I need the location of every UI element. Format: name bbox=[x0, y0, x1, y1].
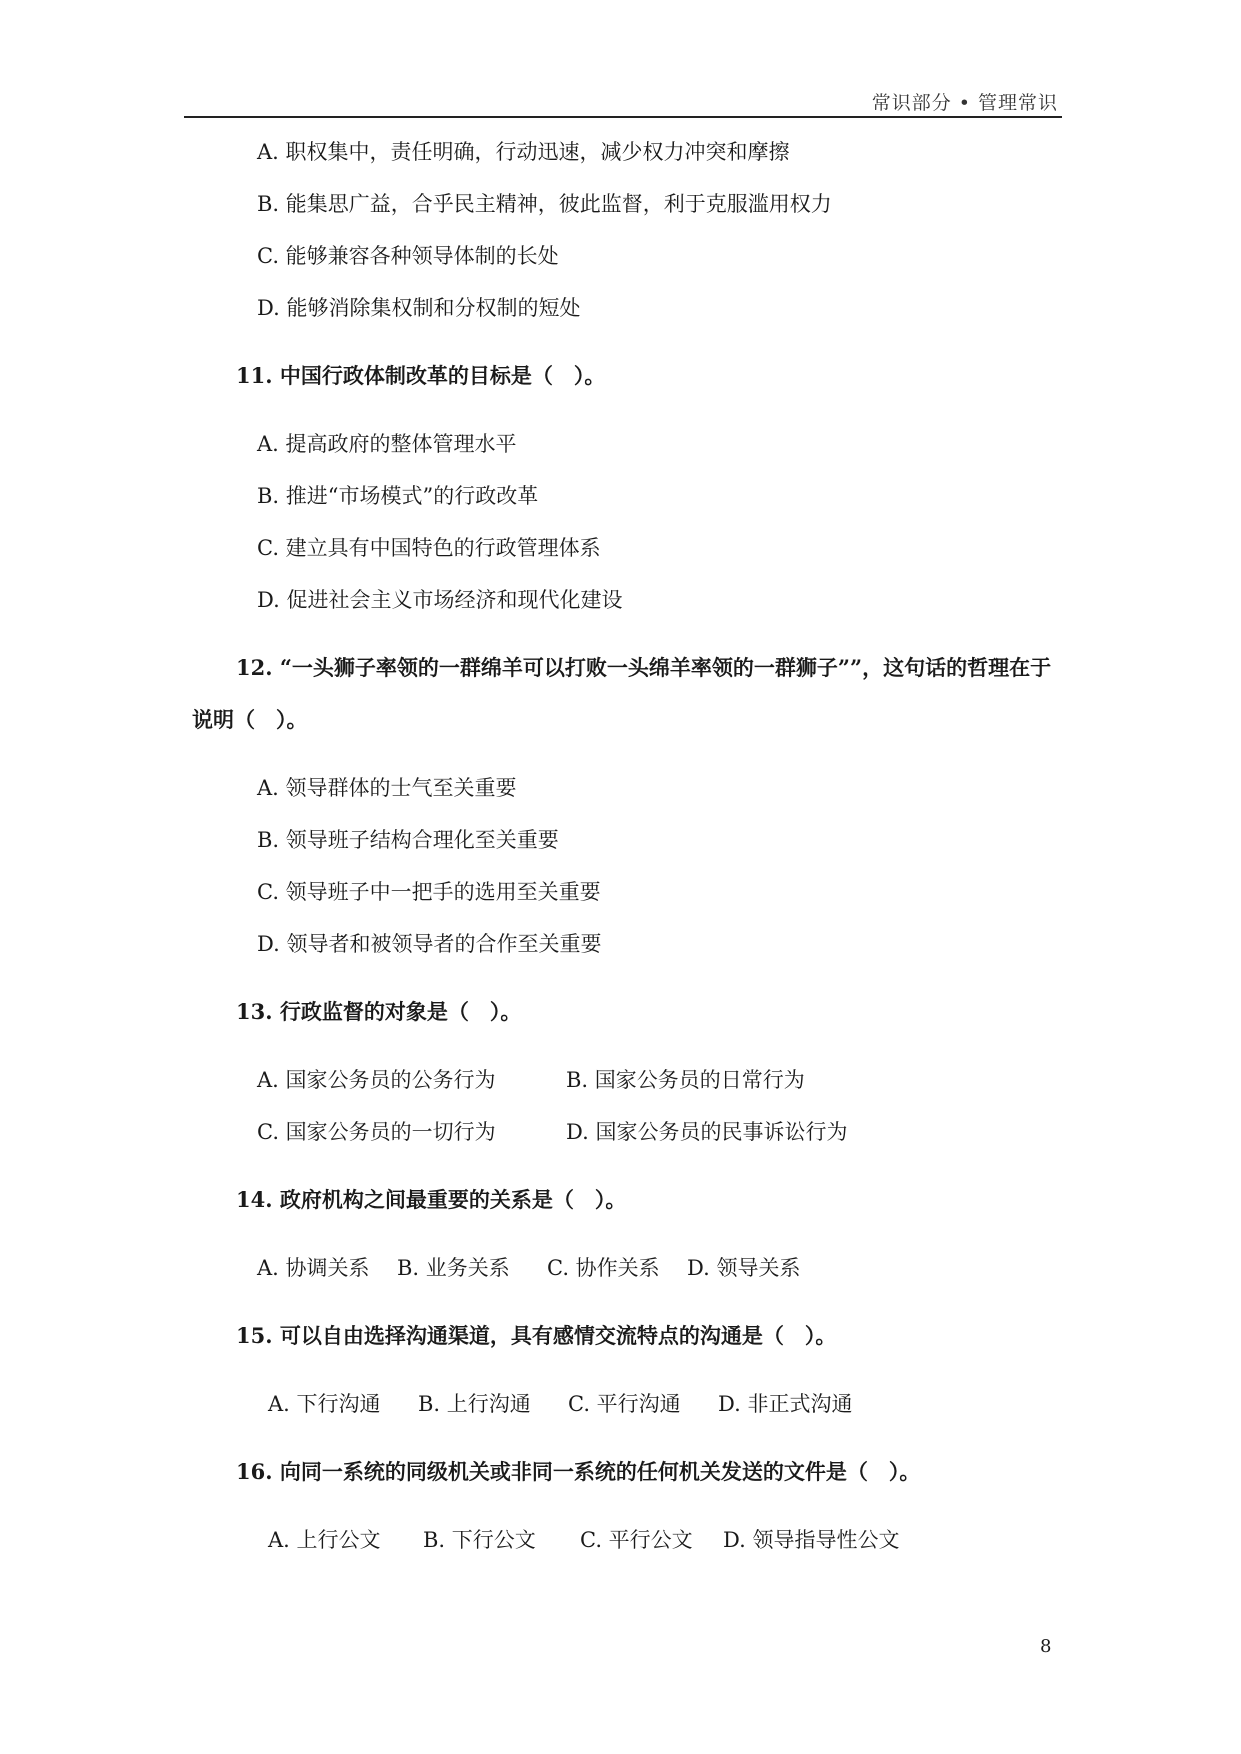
q16-option-d: D. 领导指导性公文 bbox=[723, 1528, 900, 1552]
q11-stem: 11. 中国行政体制改革的目标是（ ）。 bbox=[236, 363, 606, 388]
q15-option-b: B. 上行沟通 bbox=[418, 1392, 531, 1416]
q12-option-c: C. 领导班子中一把手的选用至关重要 bbox=[257, 880, 601, 904]
q13-option-a: A. 国家公务员的公务行为 bbox=[257, 1068, 496, 1092]
q10-option-b: B. 能集思广益，合乎民主精神，彼此监督，利于克服滥用权力 bbox=[257, 192, 832, 216]
q16-option-b: B. 下行公文 bbox=[423, 1528, 536, 1552]
q16-option-a: A. 上行公文 bbox=[268, 1528, 381, 1552]
q16-option-c: C. 平行公文 bbox=[580, 1528, 693, 1552]
q12-stem-line2: 说明（ ）。 bbox=[192, 707, 308, 732]
q12-option-b: B. 领导班子结构合理化至关重要 bbox=[257, 828, 559, 852]
header-title: 常识部分 • 管理常识 bbox=[871, 92, 1058, 114]
page-header bbox=[184, 86, 1062, 116]
q14-stem: 14. 政府机构之间最重要的关系是（ ）。 bbox=[236, 1187, 627, 1212]
q12-option-d: D. 领导者和被领导者的合作至关重要 bbox=[257, 932, 602, 956]
q14-option-c: C. 协作关系 bbox=[547, 1256, 660, 1280]
q13-option-b: B. 国家公务员的日常行为 bbox=[566, 1068, 805, 1092]
q13-option-c: C. 国家公务员的一切行为 bbox=[257, 1120, 496, 1144]
q14-option-b: B. 业务关系 bbox=[397, 1256, 510, 1280]
q10-option-c: C. 能够兼容各种领导体制的长处 bbox=[257, 244, 559, 268]
q11-option-d: D. 促进社会主义市场经济和现代化建设 bbox=[257, 588, 623, 612]
q16-stem: 16. 向同一系统的同级机关或非同一系统的任何机关发送的文件是（ ）。 bbox=[236, 1459, 921, 1484]
q12-option-a: A. 领导群体的士气至关重要 bbox=[257, 776, 517, 800]
q14-option-d: D. 领导关系 bbox=[687, 1256, 801, 1280]
q13-option-d: D. 国家公务员的民事诉讼行为 bbox=[566, 1120, 848, 1144]
q12-stem-line1: 12. “一头狮子率领的一群绵羊可以打败一头绵羊率领的一群狮子””，这句话的哲理在于 bbox=[236, 655, 1052, 680]
q15-option-d: D. 非正式沟通 bbox=[718, 1392, 853, 1416]
q11-option-a: A. 提高政府的整体管理水平 bbox=[257, 432, 517, 456]
q11-option-c: C. 建立具有中国特色的行政管理体系 bbox=[257, 536, 601, 560]
q15-option-c: C. 平行沟通 bbox=[568, 1392, 681, 1416]
q13-stem: 13. 行政监督的对象是（ ）。 bbox=[236, 999, 522, 1024]
page-number: 8 bbox=[1040, 1636, 1052, 1657]
q11-option-b: B. 推进“市场模式”的行政改革 bbox=[257, 484, 539, 508]
header-rule bbox=[184, 116, 1062, 118]
q14-option-a: A. 协调关系 bbox=[257, 1256, 370, 1280]
q15-option-a: A. 下行沟通 bbox=[268, 1392, 381, 1416]
q15-stem: 15. 可以自由选择沟通渠道，具有感情交流特点的沟通是（ ）。 bbox=[236, 1323, 837, 1348]
q10-option-d: D. 能够消除集权制和分权制的短处 bbox=[257, 296, 581, 320]
q10-option-a: A. 职权集中，责任明确，行动迅速，减少权力冲突和摩擦 bbox=[257, 140, 790, 164]
